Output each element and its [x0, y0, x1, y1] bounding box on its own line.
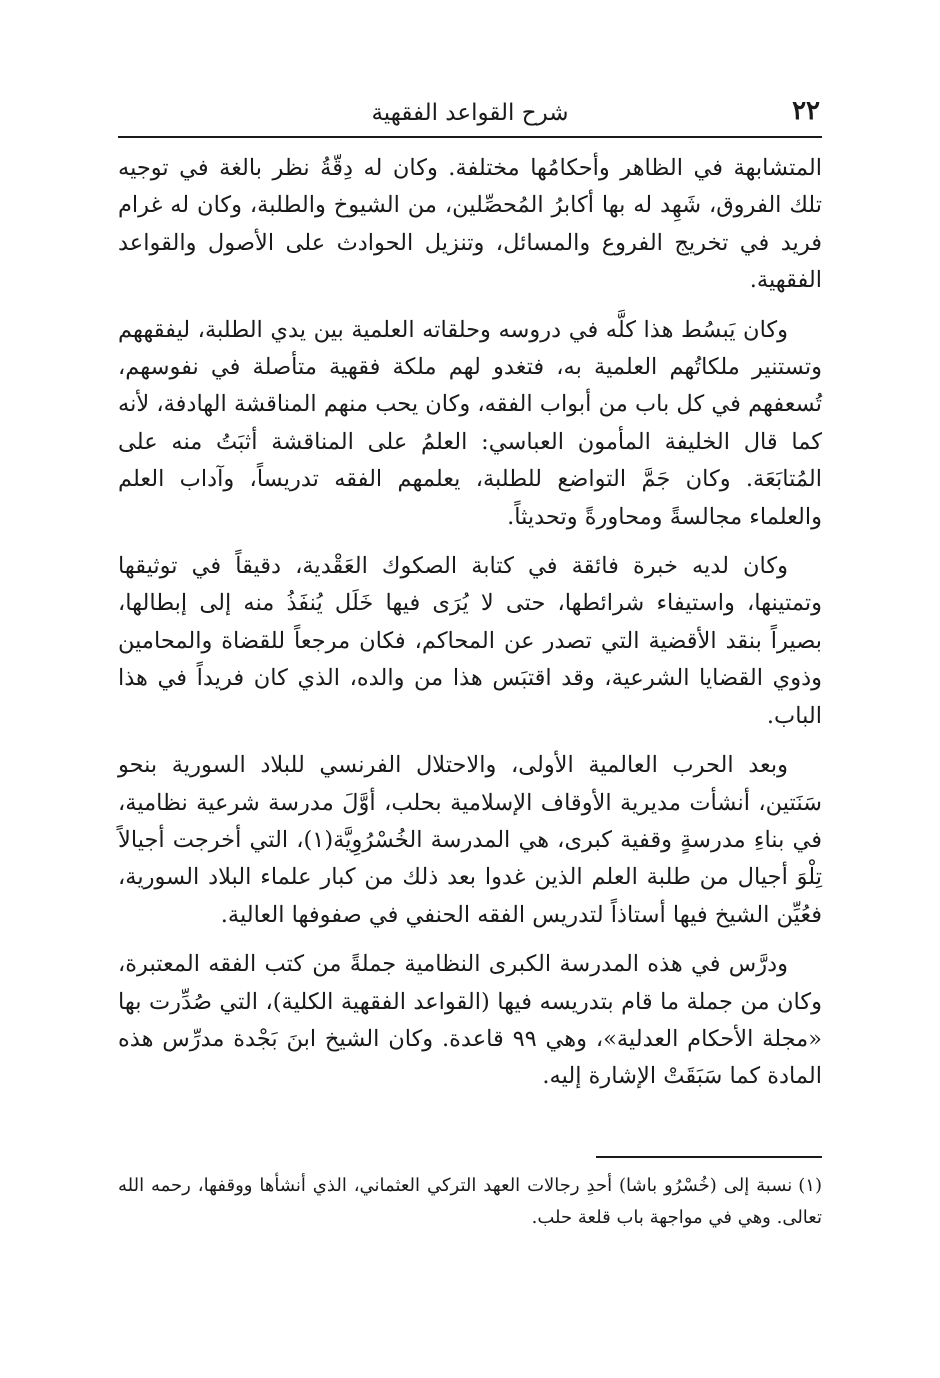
book-page	[118, 92, 822, 1302]
footnote-marker: (١)	[798, 1174, 822, 1196]
page-number: ٢٢	[792, 96, 820, 126]
paragraph-2: وكان يَبسُط هذا كلَّه في دروسه وحلقاته العلمية بين يدي الطلبة، ليفقههم وتستنير ملكاتُهم العلمية به، فتغدو لهم ملكة فقهية متأصلة في نفوسهم، تُسعفهم في كل باب من أبواب الفقه، وكان يحب منهم المناقشة الهادفة، لأنه كما قال الخليفة المأمون العباسي: العلمُ على المناقشة أثبَتُ منه على المُتابَعَة. وكان جَمَّ التواضع للطلبة، يعلمهم الفقه تدريساً، وآداب العلم والعلماء مجالسةً ومحاورةً وتحديثاً.	[118, 316, 822, 530]
running-title: شرح القواعد الفقهية	[371, 100, 569, 126]
main-text	[118, 150, 822, 1096]
running-header	[118, 92, 822, 138]
footnote-divider	[596, 1156, 822, 1158]
footnote-text: نسبة إلى (خُسْرُو باشا) أحدِ رجالات العهد التركي العثماني، الذي أنشأها ووقفها، رحمه الله تعالى. وهي في مواجهة باب قلعة حلب.	[118, 1174, 822, 1228]
paragraph-4: وبعد الحرب العالمية الأولى، والاحتلال الفرنسي للبلاد السورية بنحو سَنَتين، أنشأت مديرية الأوقاف الإسلامية بحلب، أوَّلَ مدرسة شرعية نظامية، في بناءِ مدرسةٍ وقفية كبرى، هي المدرسة الخُسْرُوِيَّة(١)، التي أخرجت أجيالاً تِلْوَ أجيال من طلبة العلم الذين غدوا بعد ذلك من كبار علماء البلاد السورية، فعُيِّن الشيخ فيها أستاذاً لتدريس الفقه الحنفي في صفوفها العالية.	[118, 752, 822, 928]
footnote	[118, 1170, 822, 1234]
paragraph-5: ودرَّس في هذه المدرسة الكبرى النظامية جملةً من كتب الفقه المعتبرة، وكان من جملة ما قام بتدريسه فيها (القواعد الفقهية الكلية)، التي صُدِّرت بها «مجلة الأحكام العدلية»، وهي ٩٩ قاعدة. وكان الشيخ ابنَ بَجْدة مدرِّس هذه المادة كما سَبَقَتْ الإشارة إليه.	[118, 951, 822, 1090]
paragraph-3: وكان لديه خبرة فائقة في كتابة الصكوك العَقْدية، دقيقاً في توثيقها وتمتينها، واستيفاء شرائطها، حتى لا يُرَى فيها خَلَل يُنفَذُ منه إلى إبطالها، بصيراً بنقد الأقضية التي تصدر عن المحاكم، فكان مرجعاً للقضاة والمحامين وذوي القضايا الشرعية، وقد اقتبَس هذا من والده، الذي كان فريداً في هذا الباب.	[118, 553, 822, 729]
paragraph-1: المتشابهة في الظاهر وأحكامُها مختلفة. وكان له دِقّةُ نظر بالغة في توجيه تلك الفروق، شَهِد له بها أكابرُ المُحصِّلين، من الشيوخ والطلبة، وكان له غرام فريد في تخريج الفروع والمسائل، وتنزيل الحوادث على الأصول والقواعد الفقهية.	[118, 155, 822, 294]
